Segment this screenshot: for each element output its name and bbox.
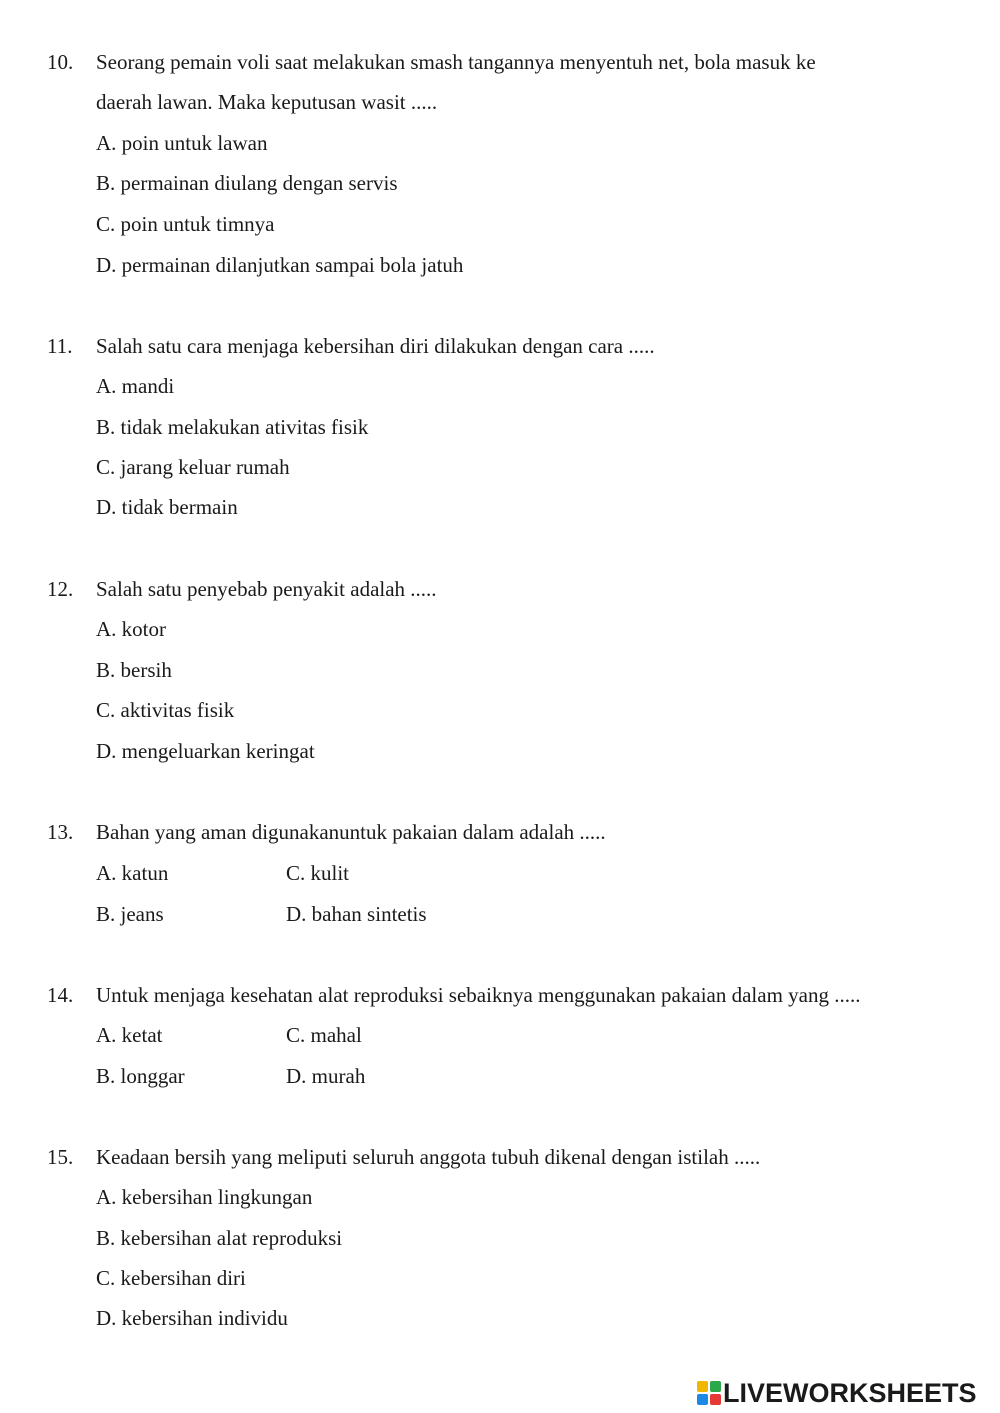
answer-option-a[interactable]: A. kebersihan lingkungan [96, 1185, 313, 1209]
question-text: Seorang pemain voli saat melakukan smash tangannya menyentuh net, bola masuk ke [96, 50, 816, 74]
logo-square-icon [697, 1394, 708, 1405]
question-number: 11. [47, 334, 73, 358]
answer-option-b[interactable]: B. tidak melakukan ativitas fisik [96, 415, 369, 439]
question-text: Bahan yang aman digunakanuntuk pakaian dalam adalah ..... [96, 820, 606, 844]
answer-option-d[interactable]: D. murah [286, 1064, 366, 1088]
answer-option-c[interactable]: C. aktivitas fisik [96, 698, 235, 722]
answer-option-d[interactable]: D. bahan sintetis [286, 902, 427, 926]
answer-option-c[interactable]: C. mahal [286, 1023, 362, 1047]
answer-option-b[interactable]: B. permainan diulang dengan servis [96, 171, 398, 195]
logo-square-icon [697, 1381, 708, 1392]
question-number: 12. [47, 577, 74, 601]
answer-option-a[interactable]: A. ketat [96, 1023, 163, 1047]
answer-option-b[interactable]: B. kebersihan alat reproduksi [96, 1226, 343, 1250]
answer-option-d[interactable]: D. kebersihan individu [96, 1306, 288, 1330]
question-number: 15. [47, 1145, 74, 1169]
answer-option-c[interactable]: C. jarang keluar rumah [96, 455, 290, 479]
answer-option-a[interactable]: A. poin untuk lawan [96, 131, 268, 155]
question-text: daerah lawan. Maka keputusan wasit ..... [96, 90, 438, 114]
question-number: 13. [47, 820, 74, 844]
answer-option-d[interactable]: D. permainan dilanjutkan sampai bola jatuh [96, 253, 464, 277]
answer-option-b[interactable]: B. jeans [96, 902, 164, 926]
answer-option-b[interactable]: B. bersih [96, 658, 172, 682]
answer-option-a[interactable]: A. mandi [96, 374, 175, 398]
liveworksheets-logo-icon [697, 1381, 721, 1405]
answer-option-c[interactable]: C. poin untuk timnya [96, 212, 275, 236]
logo-square-icon [710, 1394, 721, 1405]
answer-option-c[interactable]: C. kulit [286, 861, 350, 885]
answer-option-a[interactable]: A. kotor [96, 617, 166, 641]
question-text: Salah satu cara menjaga kebersihan diri dilakukan dengan cara ..... [96, 334, 655, 358]
liveworksheets-brand[interactable] [697, 1378, 977, 1408]
answer-option-b[interactable]: B. longgar [96, 1064, 185, 1088]
answer-option-c[interactable]: C. kebersihan diri [96, 1266, 246, 1290]
answer-option-d[interactable]: D. mengeluarkan keringat [96, 739, 315, 763]
answer-option-a[interactable]: A. katun [96, 861, 169, 885]
logo-square-icon [710, 1381, 721, 1392]
question-text: Untuk menjaga kesehatan alat reproduksi sebaiknya menggunakan pakaian dalam yang ..... [96, 983, 861, 1007]
question-number: 10. [47, 50, 74, 74]
answer-option-d[interactable]: D. tidak bermain [96, 495, 238, 519]
question-number: 14. [47, 983, 74, 1007]
brand-name: LIVEWORKSHEETS [723, 1378, 977, 1408]
question-text: Keadaan bersih yang meliputi seluruh anggota tubuh dikenal dengan istilah ..... [96, 1145, 761, 1169]
question-text: Salah satu penyebab penyakit adalah ..... [96, 577, 437, 601]
